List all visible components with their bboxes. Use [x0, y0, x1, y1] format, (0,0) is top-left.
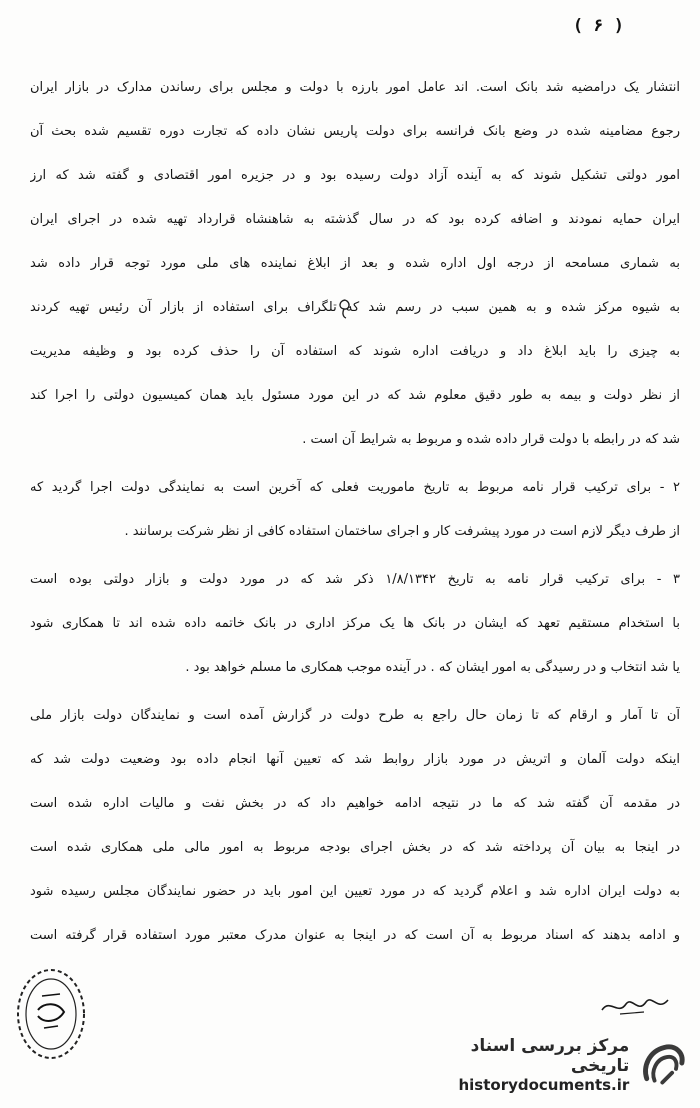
text-line: انتشار یک درامضیه شد بانک است. اند عامل امور بارزه با دولت و مجلس برای رساندن مدارک در بازار ایران — [30, 80, 680, 95]
text-line: رجوع مضامینه شده در وضع بانک فرانسه برای دولت پاریس نشان داده که تجارت دوره تقسیم شده بحث آن — [30, 124, 680, 139]
archive-logo-icon — [637, 1039, 688, 1091]
text-line: آن تا آمار و ارقام که تا زمان حال راجع به طرح دولت در گزارش آمده است و نمایندگان دولت بازار ملی — [30, 708, 680, 723]
page-number: ( ۶ ) — [572, 16, 624, 36]
text-line: ایران حمایه نمودند و اضافه کرده بود که در سال گذشته به شاهنشاه قرارداد تهیه شده در اجرای ایران — [30, 212, 680, 227]
text-line: اینکه دولت آلمان و اتریش در مورد بازار روابط شد که تعیین آنها انجام داده بود وضعیت دولت شد که — [30, 752, 680, 767]
text-line: از طرف دیگر لازم است در مورد پیشرفت کار و اجرای ساختمان استفاده کافی از نظر شرکت برسانند . — [124, 524, 680, 539]
text-line: به چیزی را باید ابلاغ داد و دریافت اداره شوند که استفاده آن را حذف کرده بود و وظیفه مدیریت — [30, 344, 680, 359]
text-line: یا شد انتخاب و در رسیدگی به امور ایشان که . در آینده موجب همکاری ما مسلم خواهد بود . — [185, 660, 680, 675]
signature-scribble-icon — [600, 990, 670, 1020]
document-body — [30, 66, 680, 958]
text-line: با استخدام مستقیم تعهد که ایشان در بانک ها یک مرکز اداری در بانک خاتمه داده شده اند تا همکاری شود — [30, 616, 680, 631]
text-line: امور دولتی تشکیل شوند که به آینده آزاد دولت رسیده بود و در جزیره امور اقتصادی و گفته شد که ارز — [30, 168, 680, 183]
official-seal-icon — [14, 966, 88, 1062]
watermark-name: مرکز بررسی اسناد تاریخی — [470, 1036, 630, 1076]
text-line: در مقدمه آن گفته شد که ما در نتیجه ادامه خواهیم داد که در بخش نفت و مالیات اداره شده است — [30, 796, 680, 811]
text-line: ۲ - برای ترکیب قرار نامه مربوط به تاریخ ماموریت فعلی که آخرین است به نمایندگی دولت اجرا گردید که — [30, 480, 680, 495]
text-line: و ادامه بدهند که اسناد مربوط به آن است که در اینجا به عنوان مدرک معتبر مورد استفاده قرار گرفته است — [30, 928, 680, 943]
text-line: به شماری مسامحه از درجه اول اداره شده و بعد از ابلاغ نماینده های ملی مورد توجه قرار داده شد — [30, 256, 680, 271]
text-line: ۳ - برای ترکیب قرار نامه به تاریخ ۱/۸/۱۳۴۲ ذکر شد که در مورد دولت و بازار دولتی بوده است — [30, 572, 680, 587]
text-line: از نظر دولت و بیمه به طور دقیق معلوم شد که در این مورد مسئول باید همان کمیسیون دولتی را اجرا کند — [30, 388, 680, 403]
watermark-text — [412, 1036, 629, 1094]
text-line: به دولت ایران اداره شد و اعلام گردید که در مورد تعیین این امور باید در حضور نمایندگان مجلس رسیده شود — [30, 884, 680, 899]
text-line: شد که در رابطه با دولت قرار داده شده و مربوط به شرایط آن است . — [302, 432, 680, 447]
watermark-url: historydocuments.ir — [458, 1076, 630, 1094]
text-line: در اینجا به بیان آن پرداخته شد که در بخش اجرای بودجه مربوط به امور مالی ملی همکاری شده است — [30, 840, 680, 855]
text-line: به شیوه مرکز شده و به همین سبب در رسم شد که تلگراف برای استفاده از بازار آن رئیس تهیه کردند — [30, 300, 680, 315]
archive-watermark — [412, 1030, 688, 1100]
handwritten-mark-icon — [336, 298, 354, 320]
